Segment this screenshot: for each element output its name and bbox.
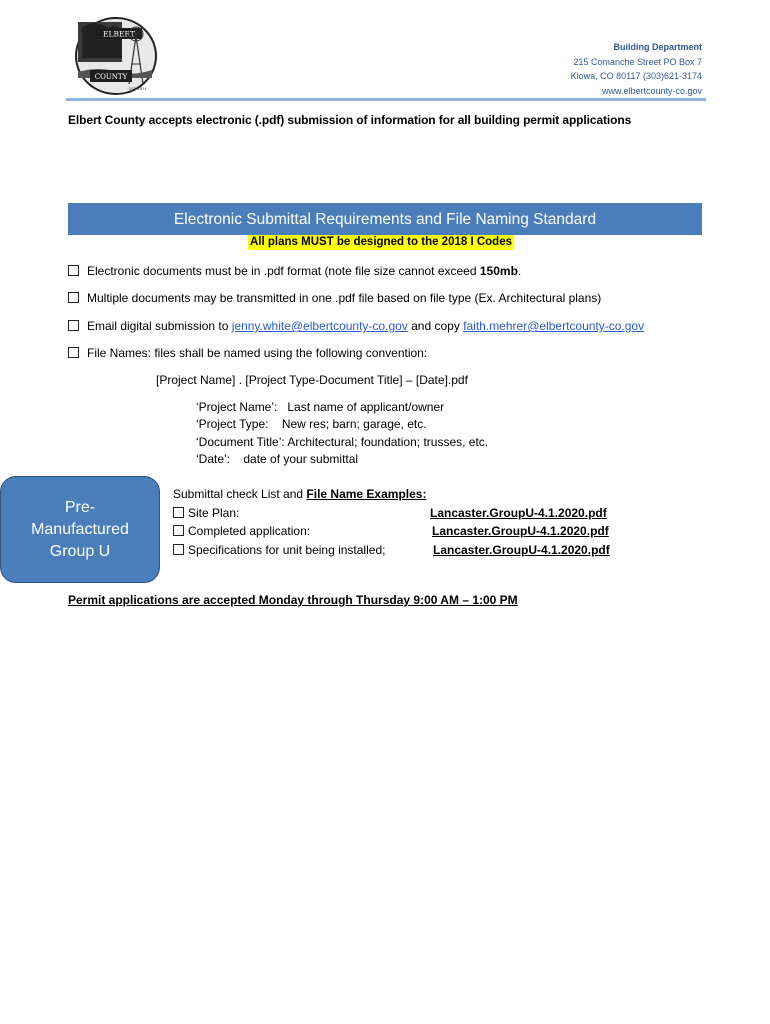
department-city-phone: Kiowa, CO 80117 (303)621-3174 xyxy=(570,71,702,81)
codes-note: All plans MUST be designed to the 2018 I Codes xyxy=(250,236,512,248)
department-name: Building Department xyxy=(613,42,702,52)
svg-text:ELBERT: ELBERT xyxy=(103,29,135,39)
department-block xyxy=(571,40,702,98)
naming-definitions xyxy=(196,399,488,468)
file-example: Lancaster.GroupU-4.1.2020.pdf xyxy=(432,524,609,538)
department-website[interactable]: www.elbertcounty-co.gov xyxy=(601,85,702,96)
definition-project-name: ‘Project Name’: Last name of applicant/owner xyxy=(196,400,445,414)
checkbox[interactable] xyxy=(68,292,79,303)
header-rule xyxy=(66,98,706,101)
checkbox[interactable] xyxy=(68,265,79,276)
email-link-faith[interactable]: faith.mehrer@elbertcounty-co.gov xyxy=(463,319,645,333)
department-address: 215 Comanche Street PO Box 7 xyxy=(573,56,702,67)
checkbox[interactable] xyxy=(68,347,79,358)
requirement-multiple-docs: Multiple documents may be transmitted in one .pdf file based on file type (Ex. Architectural plans) xyxy=(68,290,601,306)
category-label: Pre-Manufactured Group U xyxy=(0,476,160,583)
checklist-item-site-plan: Site Plan: Lancaster.GroupU-4.1.2020.pdf xyxy=(173,504,426,523)
svg-text:EST. 1874: EST. 1874 xyxy=(129,87,147,91)
checklist-item-specifications: Specifications for unit being installed; Lancaster.GroupU-4.1.2020.pdf xyxy=(173,541,426,560)
checkbox[interactable] xyxy=(68,320,79,331)
submittal-checklist xyxy=(173,485,610,559)
county-logo xyxy=(72,14,160,98)
checkbox[interactable] xyxy=(173,544,184,555)
intro-text: Elbert County accepts electronic (.pdf) submission of information for all building permit applications xyxy=(68,113,632,127)
svg-text:COUNTY: COUNTY xyxy=(94,73,128,81)
office-hours: Permit applications are accepted Monday through Thursday 9:00 AM – 1:00 PM xyxy=(68,593,518,607)
requirement-pdf-format: Electronic documents must be in .pdf format (note file size cannot exceed 150mb. xyxy=(68,263,521,279)
section-banner: Electronic Submittal Requirements and File Naming Standard xyxy=(68,203,702,235)
file-example: Lancaster.GroupU-4.1.2020.pdf xyxy=(433,542,610,557)
definition-document-title: ‘Document Title’: Architectural; foundation; trusses, etc. xyxy=(196,434,489,449)
checkbox[interactable] xyxy=(173,525,184,536)
checklist-item-application: Completed application: Lancaster.GroupU-4.1.2020.pdf xyxy=(173,522,426,541)
definition-project-type: ‘Project Type: New res; barn; garage, etc. xyxy=(196,417,427,432)
windmill-icon xyxy=(72,14,160,98)
file-example: Lancaster.GroupU-4.1.2020.pdf xyxy=(430,505,607,520)
checkbox[interactable] xyxy=(173,507,184,518)
requirement-email: Email digital submission to jenny.white@elbertcounty-co.gov and copy faith.mehrer@elbertcounty-co.gov xyxy=(68,318,644,334)
naming-convention: [Project Name] . [Project Type-Document Title] – [Date].pdf xyxy=(156,373,468,387)
email-link-jenny[interactable]: jenny.white@elbertcounty-co.gov xyxy=(231,319,408,333)
checklist-heading: Submittal check List and File Name Examples: xyxy=(173,487,427,501)
requirement-file-names: File Names: files shall be named using the following convention: xyxy=(68,345,427,361)
definition-date: ‘Date’: date of your submittal xyxy=(196,451,359,466)
